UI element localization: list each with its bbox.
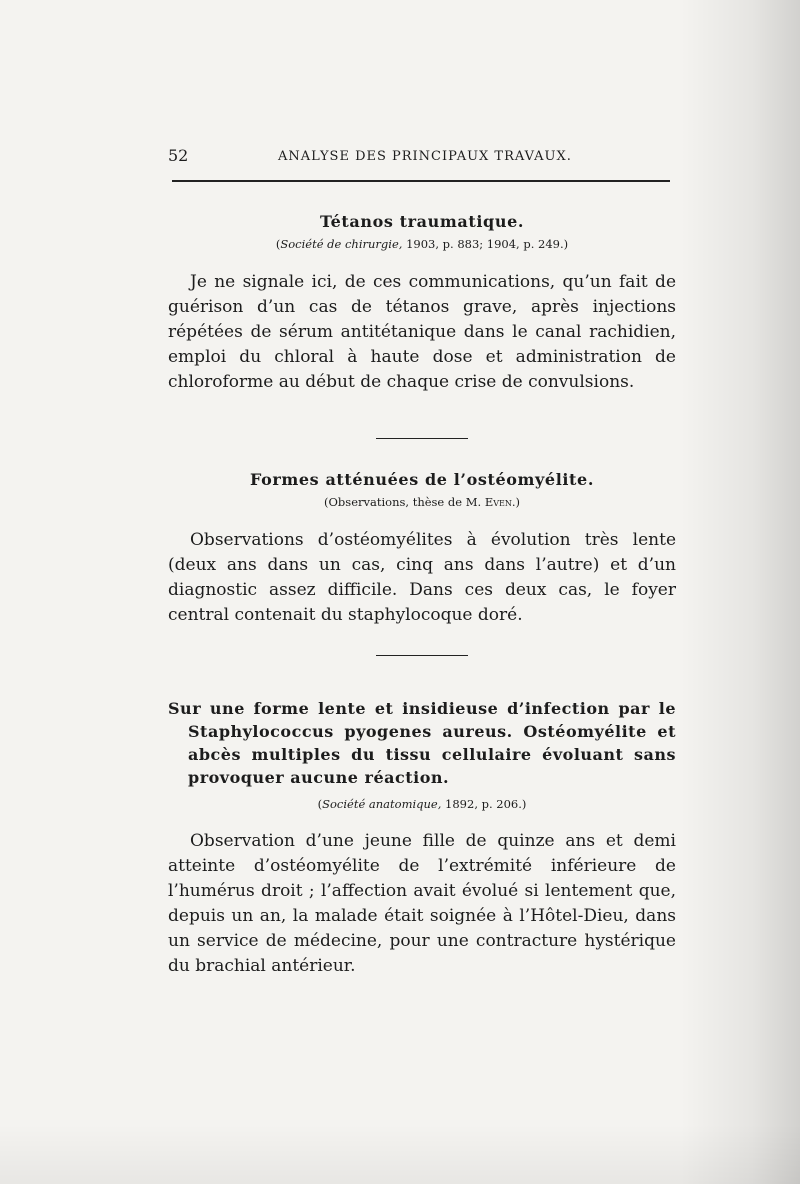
section-paragraph: Observations d’ostéomyélites à évolution très lente (deux ans dans un cas, cinq ans dans l’autre) et d’un diagnostic assez difficile. Dans ces deux cas, le foyer central contenait du staphylocoque doré.: [168, 530, 676, 625]
header-rule: [172, 180, 670, 182]
section-paragraph: Observation d’une jeune fille de quinze ans et demi atteinte d’ostéomyélite de l’extrémité inférieure de l’humérus droit ; l’affection avait évolué si lentement que, depuis un an, la malade était soignée à l’Hôtel-Dieu, dans un service de médecine, pour une contracture hystérique du brachial antérieur.: [168, 831, 676, 976]
section-title: Formes atténuées de l’ostéomyélite.: [249, 470, 594, 489]
citation-prefix: (Observations, thèse de M.: [324, 495, 482, 509]
section-citation: (Société anatomique, 1892, p. 206.): [317, 797, 527, 811]
section-paragraph: Je ne signale ici, de ces communications, qu’un fait de guérison d’un cas de tétanos grave, après injections répétées de sérum antitétanique dans le canal rachidien, emploi du chloral à haute dose et administration de chloroforme au début de chaque crise de convulsions.: [168, 272, 676, 392]
section-osteomyelite: [168, 470, 676, 628]
section-title: Sur une forme lente et insidieuse d’infection par le Staphylococcus pyogenes aureus. Ostéomyélite et abcès multiples du tissu cellulaire évoluant sans provoquer aucune réaction.: [168, 699, 676, 787]
section-citation: [168, 495, 676, 509]
citation-source: Société anatomique,: [322, 797, 442, 811]
section-citation: (Société de chirurgie, 1903, p. 883; 1904, p. 249.): [275, 237, 569, 251]
citation-detail: 1903, p. 883; 1904, p. 249.): [406, 237, 569, 251]
running-title: ANALYSE DES PRINCIPAUX TRAVAUX.: [278, 149, 572, 164]
section-divider: [376, 438, 468, 439]
section-divider: [376, 655, 468, 656]
section-tetanos: [168, 212, 676, 395]
citation-detail: 1892, p. 206.): [445, 797, 527, 811]
citation-author: Even: [484, 495, 512, 509]
page-bottom-shade: [0, 1124, 800, 1184]
section-staphylococcus: [168, 697, 676, 979]
page-edge-shadow: [680, 0, 800, 1184]
section-title: Tétanos traumatique.: [319, 212, 525, 231]
citation-source: Société de chirurgie,: [280, 237, 403, 251]
citation-suffix: .): [511, 495, 520, 509]
page-number: 52: [168, 146, 189, 165]
